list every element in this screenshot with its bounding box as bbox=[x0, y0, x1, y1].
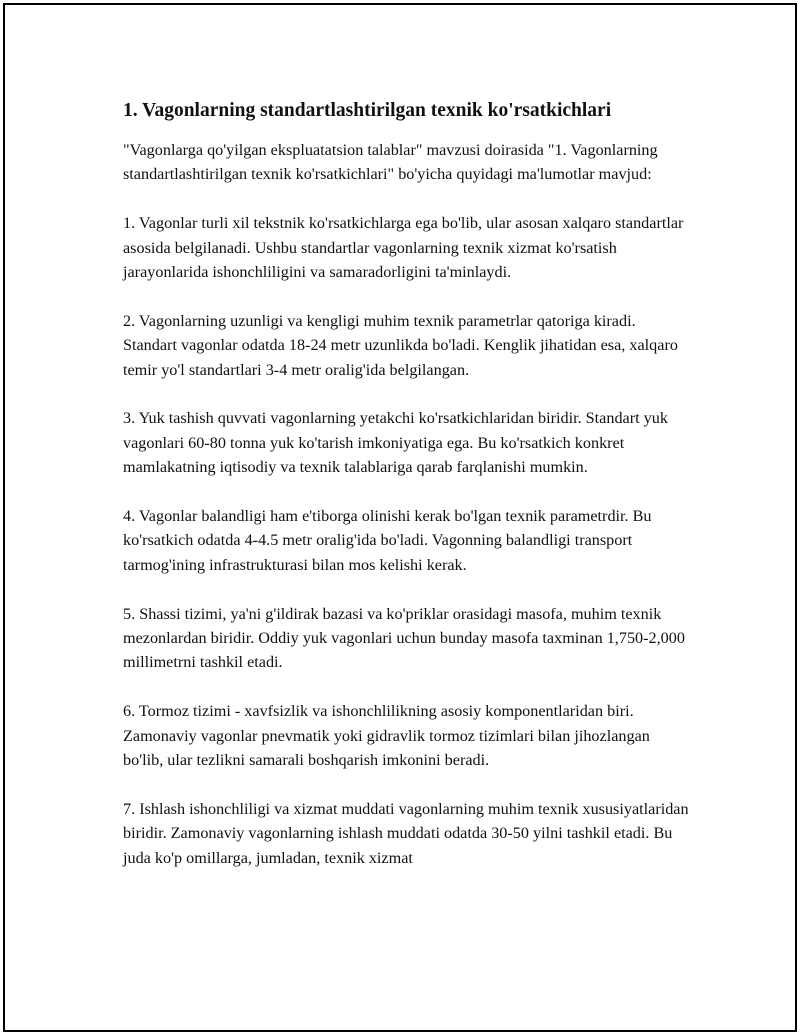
paragraph-4: 4. Vagonlar balandligi ham e'tiborga olinishi kerak bo'lgan texnik parametrdir. Bu ko'rsatkich odatda 4-4.5 metr oralig'ida bo'ladi. Vagonning balandligi transport tarmog'ining infrastrukturasi bilan mos kelishi kerak. bbox=[123, 507, 652, 574]
paragraph-2: 2. Vagonlarning uzunligi va kengligi muhim texnik parametrlar qatoriga kiradi. Standart vagonlar odatda 18-24 metr uzunlikda bo'ladi. Kenglik jihatidan esa, xalqaro temir yo'l standartlari 3-4 metr oralig'ida belgilangan. bbox=[123, 311, 678, 379]
paragraph-3: 3. Yuk tashish quvvati vagonlarning yetakchi ko'rsatkichlaridan biridir. Standart yuk vagonlari 60-80 tonna yuk ko'tarish imkoniyatiga ega. Bu ko'rsatkich konkret mamlakatning iqtisodiy va texnik talablariga qarab farqlanishi mumkin. bbox=[123, 409, 668, 477]
paragraph-6: 6. Tormoz tizimi - xavfsizlik va ishonchlilikning asosiy komponentlaridan biri. Zamonaviy vagonlar pnevmatik yoki gidravlik tormoz tizimlari bilan jihozlangan bo'lib, ular tezlikni samarali boshqarish imkonini beradi. bbox=[123, 702, 650, 770]
page-frame bbox=[3, 3, 797, 1032]
paragraph-1: 1. Vagonlar turli xil tekstnik ko'rsatkichlarga ega bo'lib, ular asosan xalqaro standartlar asosida belgilanadi. Ushbu standartlar vagonlarning texnik xizmat ko'rsatish jarayonlarida ishonchliligini va samaradorligini ta'minlaydi. bbox=[123, 214, 684, 282]
paragraph-5: 5. Shassi tizimi, ya'ni g'ildirak bazasi va ko'priklar orasidagi masofa, muhim texnik mezonlardan biridir. Oddiy yuk vagonlari uchun bunday masofa taxminan 1,750-2,000 millimetrni tashkil etadi. bbox=[123, 604, 685, 672]
document-title: 1. Vagonlarning standartlashtirilgan texnik ko'rsatkichlari bbox=[123, 100, 612, 121]
document-body bbox=[123, 98, 693, 894]
paragraph-7: 7. Ishlash ishonchliligi va xizmat muddati vagonlarning muhim texnik xususiyatlaridan biridir. Zamonaviy vagonlarning ishlash muddati odatda 30-50 yilni tashkil etadi. Bu juda ko'p omillarga, jumladan, texnik xizmat bbox=[123, 799, 689, 867]
intro-paragraph: "Vagonlarga qo'yilgan ekspluatatsion talablar" mavzusi doirasida "1. Vagonlarning standartlashtirilgan texnik ko'rsatkichlari" bo'yicha quyidagi ma'lumotlar mavjud: bbox=[123, 141, 658, 184]
